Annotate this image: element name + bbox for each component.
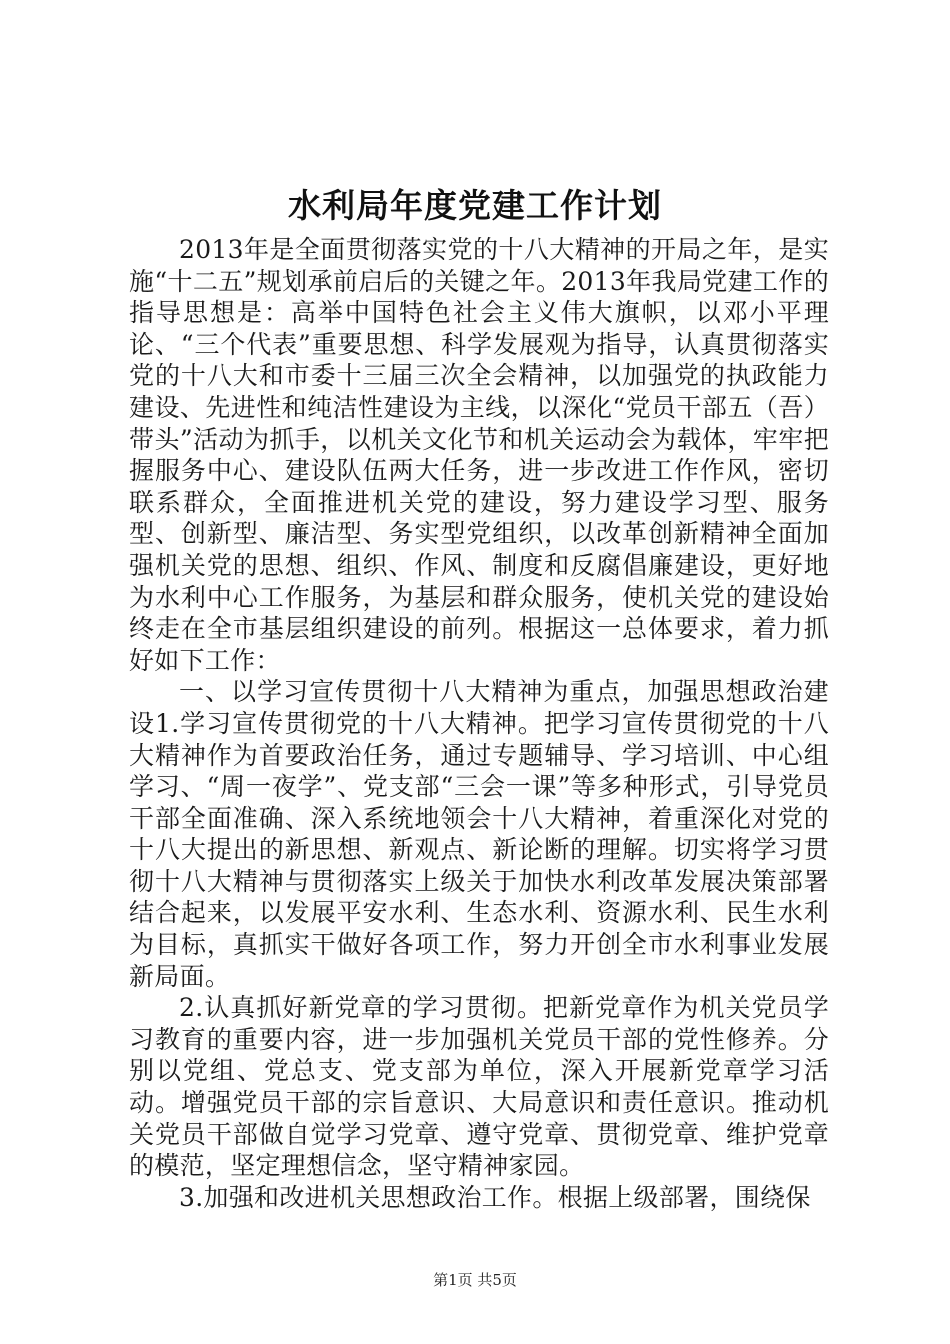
- page-footer: 第1页 共5页: [433, 1271, 517, 1289]
- document-body: [129, 234, 829, 1213]
- paragraph-intro: 2013年是全面贯彻落实党的十八大精神的开局之年，是实施“十二五”规划承前启后的关键之年。2013年我局党建工作的指导思想是：高举中国特色社会主义伟大旗帜，以邓小平理论、“三个代表”重要思想、科学发展观为指导，认真贯彻落实党的十八大和市委十三届三次全会精神，以加强党的执政能力建设、先进性和纯洁性建设为主线，以深化“党员干部五（吾）带头”活动为抓手，以机关文化节和机关运动会为载体，牢牢把握服务中心、建设队伍两大任务，进一步改进工作作风，密切联系群众，全面推进机关党的建设，努力建设学习型、服务型、创新型、廉洁型、务实型党组织，以改革创新精神全面加强机关党的思想、组织、作风、制度和反腐倡廉建设，更好地为水利中心工作服务，为基层和群众服务，使机关党的建设始终走在全市基层组织建设的前列。根据这一总体要求，着力抓好如下工作：: [129, 235, 829, 675]
- document-title: 水利局年度党建工作计划: [288, 186, 662, 225]
- paragraph-item-3: 3.加强和改进机关思想政治工作。根据上级部署，围绕保: [179, 1182, 811, 1212]
- paragraph-section-1: 一、以学习宣传贯彻十八大精神为重点，加强思想政治建设1.学习宣传贯彻党的十八大精神。把学习宣传贯彻党的十八大精神作为首要政治任务，通过专题辅导、学习培训、中心组学习、“周一夜学”、党支部“三会一课”等多种形式，引导党员干部全面准确、深入系统地领会十八大精神，着重深化对党的十八大提出的新思想、新观点、新论断的理解。切实将学习贯彻十八大精神与贯彻落实上级关于加快水利改革发展决策部署结合起来，以发展平安水利、生态水利、资源水利、民生水利为目标，真抓实干做好各项工作，努力开创全市水利事业发展新局面。: [129, 677, 829, 991]
- paragraph-item-2: 2.认真抓好新党章的学习贯彻。把新党章作为机关党员学习教育的重要内容，进一步加强机关党员干部的党性修养。分别以党组、党总支、党支部为单位，深入开展新党章学习活动。增强党员干部的宗旨意识、大局意识和责任意识。推动机关党员干部做自觉学习党章、遵守党章、贯彻党章、维护党章的模范，坚定理想信念，坚守精神家园。: [129, 993, 829, 1181]
